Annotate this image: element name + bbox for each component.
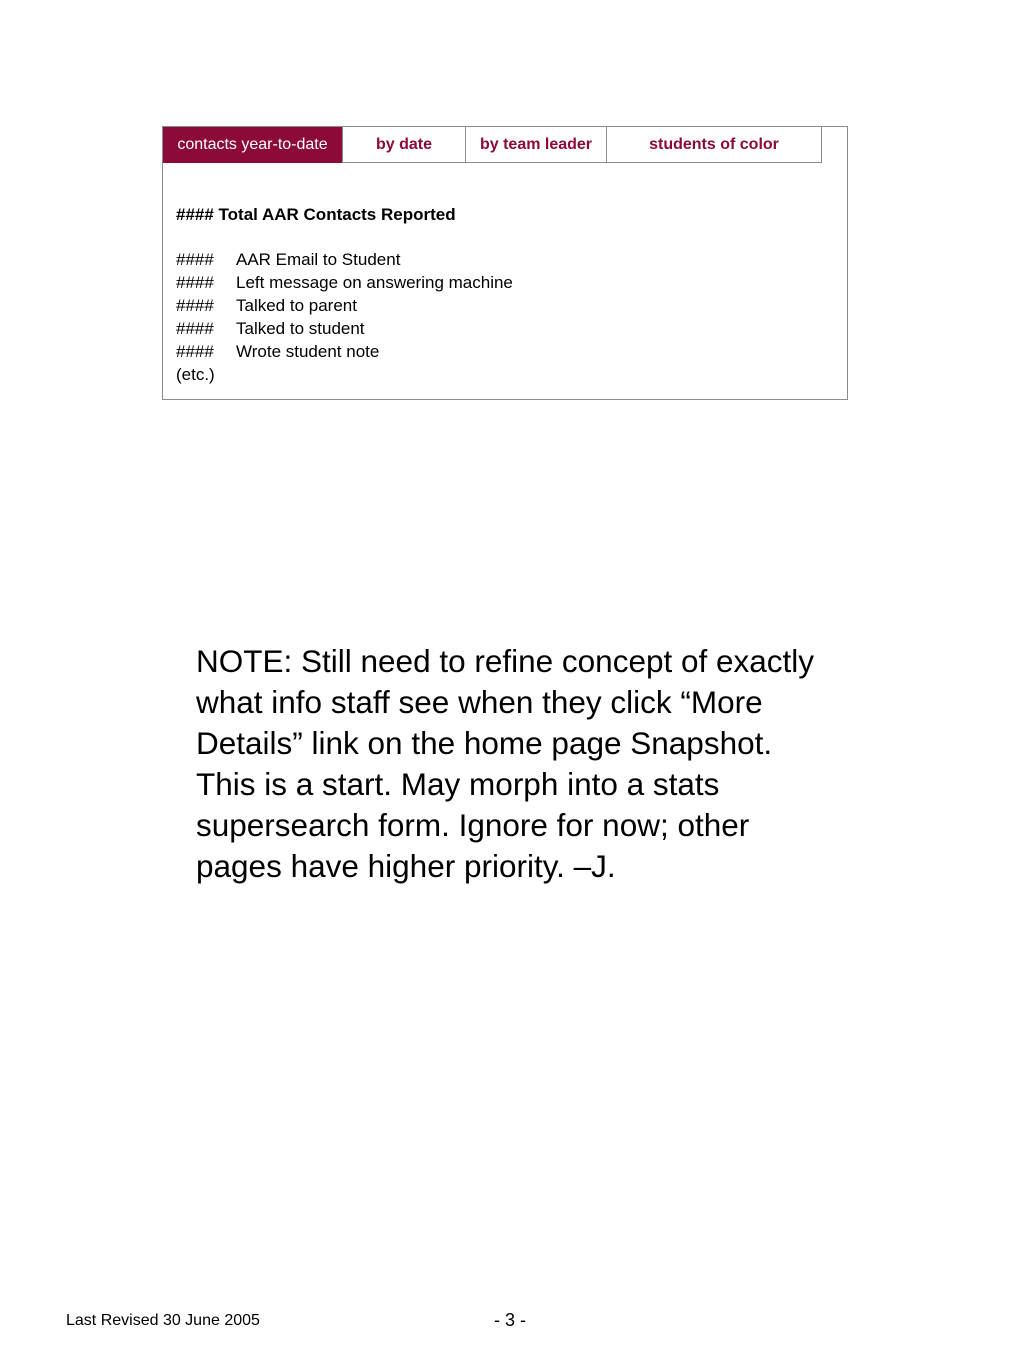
note-text: NOTE: Still need to refine concept of exactly what info staff see when they click “More Details” link on the home page Snapshot. This is a start. May morph into a stats supersearch form. Ignore for now; other pages have higher priority. –J. [196, 643, 815, 884]
row-count: #### [176, 319, 214, 338]
report-row [176, 317, 513, 340]
row-label: Wrote student note [236, 342, 380, 361]
report-row [176, 271, 513, 294]
row-label: Left message on answering machine [236, 273, 513, 292]
tab-students-of-color[interactable]: students of color [606, 127, 822, 163]
contacts-panel [162, 126, 848, 400]
report-title: #### Total AAR Contacts Reported [176, 205, 456, 224]
report-row [176, 340, 513, 363]
report-etc: (etc.) [176, 365, 215, 384]
tab-contacts-year-to-date[interactable]: contacts year-to-date [163, 127, 343, 163]
footer-revised: Last Revised 30 June 2005 [66, 1312, 260, 1329]
footer-page-number: - 3 - [494, 1310, 527, 1330]
tab-bar [163, 127, 822, 163]
row-label: AAR Email to Student [236, 250, 401, 269]
report-body [176, 203, 513, 386]
tab-by-date[interactable]: by date [342, 127, 466, 163]
row-count: #### [176, 342, 214, 361]
row-count: #### [176, 250, 214, 269]
report-row [176, 248, 513, 271]
report-row [176, 294, 513, 317]
tab-by-team-leader[interactable]: by team leader [465, 127, 607, 163]
row-count: #### [176, 273, 214, 292]
row-count: #### [176, 296, 214, 315]
row-label: Talked to parent [236, 296, 357, 315]
row-label: Talked to student [236, 319, 365, 338]
